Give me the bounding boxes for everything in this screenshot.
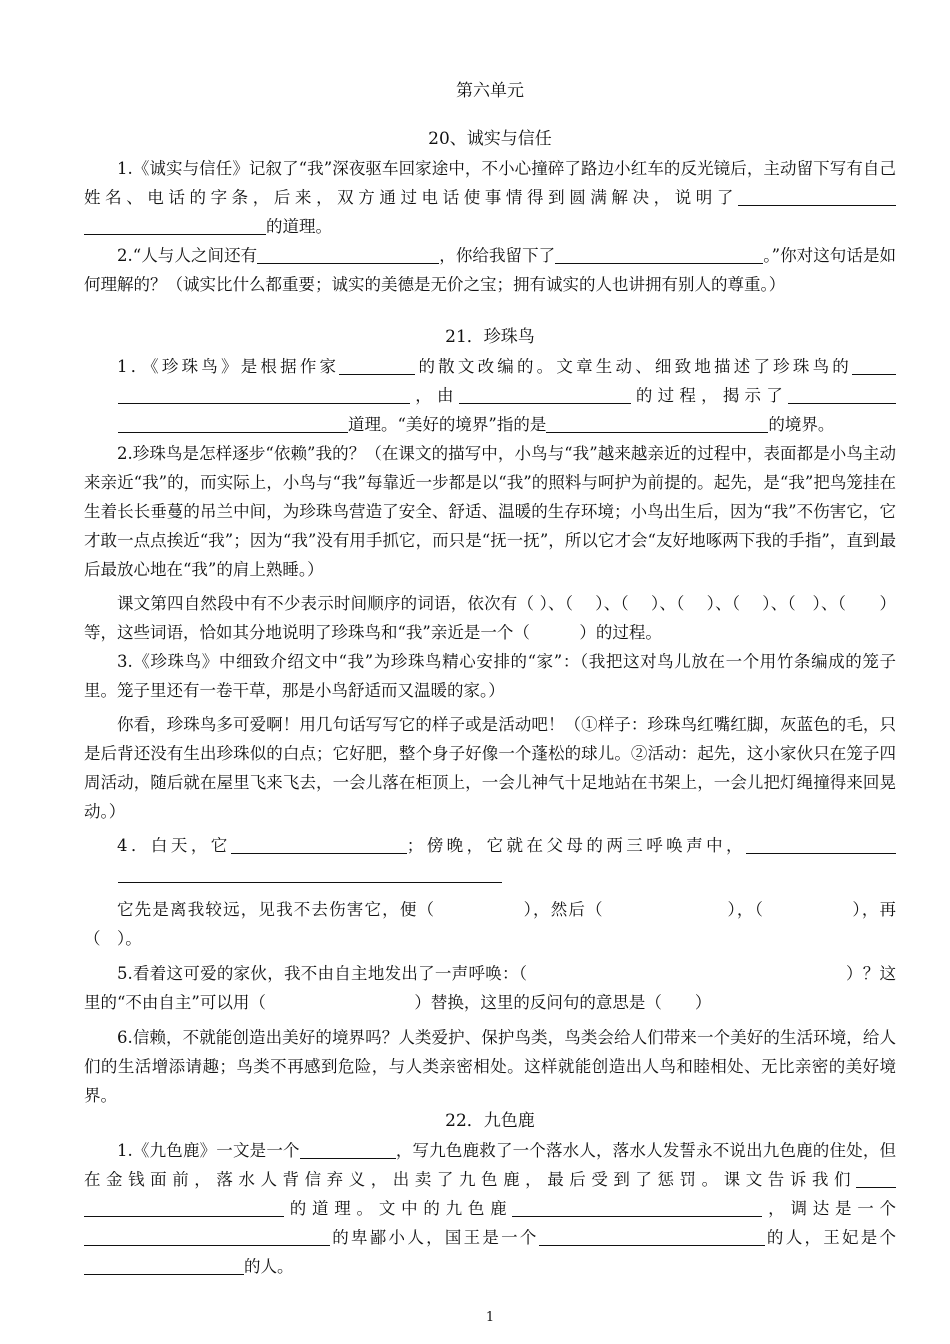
answer-blank[interactable] xyxy=(546,416,768,434)
question-1: 1.《诚实与信任》记叙了“我”深夜驱车回家途中，不小心撞碎了路边小红车的反光镜后，主动留下写有自己姓名、电话的字条，后来，双方通过电话使事情得到圆满解决，说明了的道理。 xyxy=(84,159,896,236)
answer-blank[interactable] xyxy=(339,358,415,376)
question-2: 2.“人与人之间还有 ，你给我留下了 。”你对这句话是如何理解的？（诚实比什么都重要；诚实的美德是无价之宝；拥有诚实的人也讲拥有别人的尊重。） xyxy=(84,246,897,294)
answer-blank[interactable] xyxy=(738,189,896,207)
answer-blank[interactable] xyxy=(746,837,896,855)
question-5: 5.看着这可爱的家伙，我不由自主地发出了一声呼唤：（ ）？这里的“不由自主”可以用（ ）替换，这里的反问句的意思是（ ） xyxy=(84,964,896,1012)
answer-blank[interactable] xyxy=(856,1171,896,1189)
question-1: 1．《珍珠鸟》是根据作家 的散文改编的。文章生动、细致地描述了珍珠鸟的，由 的过程，揭示了道理。“美好的境界”指的是 的境界。 xyxy=(84,352,896,439)
question-2: 2.珍珠鸟是怎样逐步“依赖”我的？（在课文的描写中，小鸟与“我”越来越亲近的过程中，表面都是小鸟主动来亲近“我”的，而实际上，小鸟与“我”每靠近一步都是以“我”的照料与呵护为前提的。起先，是“我”把鸟笼挂在生着长长垂蔓的吊兰中间，为珍珠鸟营造了安全、舒适、温暖的生存环境；小鸟出生后，因为“我”不伤害它，它才敢一点点挨近“我”；因为“我”没有用手抓它，而只是“抚一抚”，所以它才会“友好地啄两下我的手指”，直到最后最放心地在“我”的肩上熟睡。） xyxy=(84,444,896,579)
section-title: 20、诚实与信任 xyxy=(428,129,552,149)
question-4: 4．白天，它 ；傍晚，它就在父母的两三呼唤声中， xyxy=(84,831,896,889)
answer-blank[interactable] xyxy=(231,837,407,855)
answer-blank[interactable] xyxy=(555,247,763,265)
page-number: 1 xyxy=(485,1310,495,1325)
answer-blank[interactable] xyxy=(788,387,896,405)
answer-blank[interactable] xyxy=(300,1142,396,1160)
question-1: 1.《九色鹿》一文是一个 ，写九色鹿救了一个落水人，落水人发誓永不说出九色鹿的住处，但在金钱面前，落水人背信弃义，出卖了九色鹿，最后受到了惩罚。课文告诉我们的道理。文中的九色鹿 ，调达是一个的卑鄙小人，国王是一个 的人，王妃是个的人。 xyxy=(84,1141,897,1276)
answer-blank[interactable] xyxy=(84,1258,244,1276)
answer-blank[interactable] xyxy=(512,1200,762,1218)
answer-blank[interactable] xyxy=(84,1200,284,1218)
question-3-more: 你看，珍珠鸟多可爱啊！用几句话写写它的样子或是活动吧！（①样子：珍珠鸟红嘴红脚，灰蓝色的毛，只是后背还没有生出珍珠似的白点；它好肥，整个身子好像一个蓬松的球儿。②活动：起先，这小家伙只在笼子四周活动，随后就在屋里飞来飞去，一会儿落在柜顶上，一会儿神气十足地站在书架上，一会儿把灯绳撞得来回晃动。） xyxy=(84,715,896,821)
question-4-more: 它先是离我较远，见我不去伤害它，便（ ），然后（ ），（ ），再（ ）。 xyxy=(84,900,896,948)
answer-blank[interactable] xyxy=(539,1229,765,1247)
answer-blank[interactable] xyxy=(459,387,631,405)
unit-title: 第六单元 xyxy=(456,81,524,101)
section-21 xyxy=(84,323,896,1110)
section-title: 21．珍珠鸟 xyxy=(445,327,535,347)
answer-blank[interactable] xyxy=(257,247,439,265)
section-20 xyxy=(84,125,896,299)
section-22 xyxy=(84,1107,896,1281)
answer-blank[interactable] xyxy=(118,387,410,405)
answer-blank[interactable] xyxy=(84,1229,330,1247)
question-2-order: 课文第四自然段中有不少表示时间顺序的词语，依次有（ ）、（ ）、（ ）、（ ）、（ ）、（ ）、（ ）等，这些词语，恰如其分地说明了珍珠鸟和“我”亲近是一个（ ）的过程。 xyxy=(84,594,896,642)
answer-blank[interactable] xyxy=(852,358,896,376)
question-6: 6.信赖，不就能创造出美好的境界吗？人类爱护、保护鸟类，鸟类会给人们带来一个美好的生活环境，给人们的生活增添请趣；鸟类不再感到危险，与人类亲密相处。这样就能创造出人鸟和睦相处、无比亲密的美好境界。 xyxy=(84,1028,896,1105)
section-title: 22．九色鹿 xyxy=(445,1111,535,1131)
question-3: 3.《珍珠鸟》中细致介绍文中“我”为珍珠鸟精心安排的“家”：（我把这对鸟儿放在一个用竹条编成的笼子里。笼子里还有一卷干草，那是小鸟舒适而又温暖的家。） xyxy=(84,652,896,700)
answer-blank[interactable] xyxy=(84,218,266,236)
answer-blank[interactable] xyxy=(118,416,348,434)
answer-blank[interactable] xyxy=(118,866,502,884)
